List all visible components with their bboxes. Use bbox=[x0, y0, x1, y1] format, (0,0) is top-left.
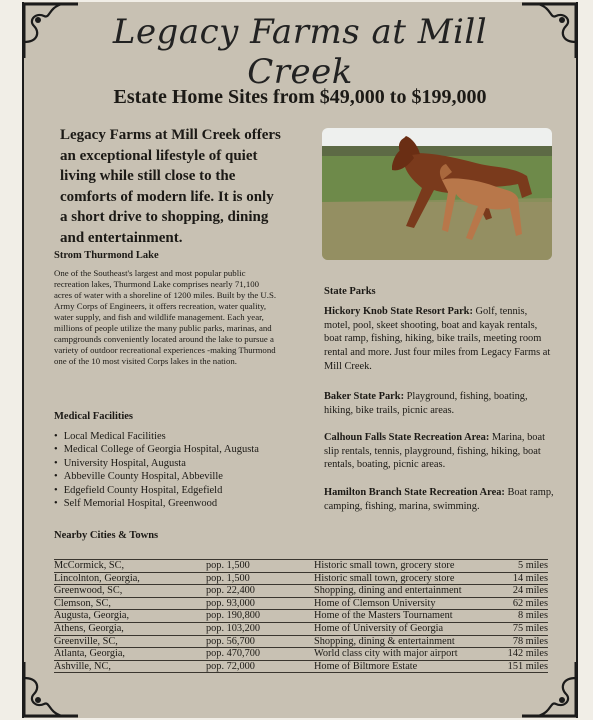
table-row bbox=[54, 648, 548, 661]
city-description: Shopping, dining and entertainment bbox=[314, 585, 502, 598]
table-row bbox=[54, 635, 548, 648]
city-description: World class city with major airport bbox=[314, 648, 502, 661]
city-population: pop. 470,700 bbox=[206, 648, 314, 661]
table-row bbox=[54, 597, 548, 610]
city-name: Greenwood, SC, bbox=[54, 585, 206, 598]
lake-heading: Strom Thurmond Lake bbox=[54, 250, 159, 261]
park-name: Hamilton Branch State Recreation Area: bbox=[324, 487, 505, 498]
city-distance: 14 miles bbox=[502, 572, 548, 585]
city-population: pop. 72,000 bbox=[206, 660, 314, 673]
city-population: pop. 56,700 bbox=[206, 635, 314, 648]
park-name: Baker State Park: bbox=[324, 391, 405, 402]
city-description: Historic small town, grocery store bbox=[314, 560, 502, 573]
medical-heading: Medical Facilities bbox=[54, 411, 134, 422]
list-item: • Abbeville County Hospital, Abbeville bbox=[54, 470, 304, 483]
city-distance: 24 miles bbox=[502, 585, 548, 598]
city-name: McCormick, SC, bbox=[54, 560, 206, 573]
city-population: pop. 1,500 bbox=[206, 572, 314, 585]
city-population: pop. 103,200 bbox=[206, 622, 314, 635]
city-distance: 62 miles bbox=[502, 597, 548, 610]
city-name: Athens, Georgia, bbox=[54, 622, 206, 635]
park-description: Boat ramp, camping, fishing, marina, swimming. bbox=[324, 487, 554, 512]
city-population: pop. 22,400 bbox=[206, 585, 314, 598]
page-title: Legacy Farms at Mill Creek bbox=[112, 12, 488, 92]
table-row bbox=[54, 560, 548, 573]
city-distance: 8 miles bbox=[502, 610, 548, 623]
table-row bbox=[54, 610, 548, 623]
park-entry bbox=[324, 431, 556, 472]
city-name: Clemson, SC, bbox=[54, 597, 206, 610]
table-row bbox=[54, 622, 548, 635]
city-distance: 78 miles bbox=[502, 635, 548, 648]
city-distance: 5 miles bbox=[502, 560, 548, 573]
city-name: Augusta, Georgia, bbox=[54, 610, 206, 623]
cities-heading: Nearby Cities & Towns bbox=[54, 530, 159, 541]
city-population: pop. 190,800 bbox=[206, 610, 314, 623]
park-description: Playground, fishing, boating, hiking, bike trails, picnic areas. bbox=[324, 391, 528, 416]
table-row bbox=[54, 660, 548, 673]
park-entry bbox=[324, 486, 556, 513]
table-row bbox=[54, 585, 548, 598]
park-name: Calhoun Falls State Recreation Area: bbox=[324, 432, 490, 443]
city-distance: 142 miles bbox=[502, 648, 548, 661]
city-distance: 75 miles bbox=[502, 622, 548, 635]
city-name: Lincolnton, Georgia, bbox=[54, 572, 206, 585]
park-description: Golf, tennis, motel, pool, skeet shooting, boat and kayak rentals, boat ramp, fishing, hiking, bike trails, meeting room rental and more. Just four miles from Legacy Farms at Mill Creek. bbox=[324, 306, 551, 372]
horses-photo bbox=[322, 128, 552, 260]
list-item: • Edgefield County Hospital, Edgefield bbox=[54, 484, 304, 497]
city-description: Home of University of Georgia bbox=[314, 622, 502, 635]
city-description: Home of Biltmore Estate bbox=[314, 660, 502, 673]
city-description: Home of Clemson University bbox=[314, 597, 502, 610]
parks-heading: State Parks bbox=[324, 286, 376, 297]
city-description: Home of the Masters Tournament bbox=[314, 610, 502, 623]
park-description: Marina, boat slip rentals, tennis, playground, fishing, hiking, boat rentals, boating, picnic areas. bbox=[324, 432, 545, 471]
list-item: • Medical College of Georgia Hospital, Augusta bbox=[54, 443, 304, 456]
park-entry bbox=[324, 390, 556, 417]
medical-list bbox=[54, 430, 304, 510]
cities-table bbox=[54, 559, 548, 673]
city-population: pop. 1,500 bbox=[206, 560, 314, 573]
city-population: pop. 93,000 bbox=[206, 597, 314, 610]
list-item: • Self Memorial Hospital, Greenwood bbox=[54, 497, 304, 510]
lake-paragraph: One of the Southeast's largest and most popular public recreation lakes, Thurmond Lake comprises nearly 71,100 acres of water with a shoreline of 1200 miles. Built by the U.S. Army Corps of Engineers, it offers recreation, water quality, water supply, and fish and wildlife management. Each year, millions of people utilize the many public parks, marinas, and campgrounds conveniently located around the lake to pursue a variety of outdoor recreational experiences -making Thurmond one of the 10 most visited Corps lakes in the nation. bbox=[54, 268, 277, 366]
city-name: Atlanta, Georgia, bbox=[54, 648, 206, 661]
city-description: Shopping, dining & entertainment bbox=[314, 635, 502, 648]
intro-paragraph: Legacy Farms at Mill Creek offers an exceptional lifestyle of quiet living while still close to the comforts of modern life. It is only a short drive to shopping, dining and entertainment. bbox=[60, 127, 281, 246]
table-row bbox=[54, 572, 548, 585]
park-entry bbox=[324, 305, 556, 374]
city-name: Ashville, NC, bbox=[54, 660, 206, 673]
park-name: Hickory Knob State Resort Park: bbox=[324, 306, 473, 317]
list-item: • University Hospital, Augusta bbox=[54, 457, 304, 470]
headline: Estate Home Sites from $49,000 to $199,000 bbox=[113, 86, 487, 108]
city-name: Greenville, SC, bbox=[54, 635, 206, 648]
list-item: • Local Medical Facilities bbox=[54, 430, 304, 443]
city-description: Historic small town, grocery store bbox=[314, 572, 502, 585]
city-distance: 151 miles bbox=[502, 660, 548, 673]
